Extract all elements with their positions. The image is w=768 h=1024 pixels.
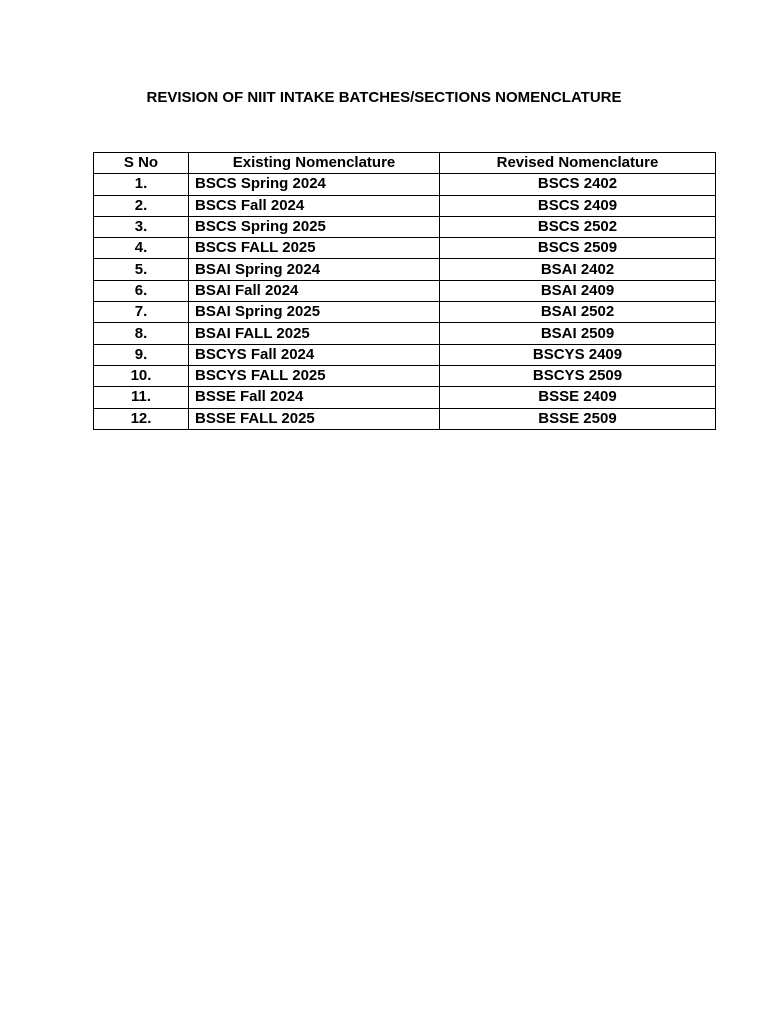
cell-revised-nomenclature: BSSE 2409 [440, 387, 716, 408]
cell-existing-nomenclature: BSSE Fall 2024 [189, 387, 440, 408]
cell-existing-nomenclature: BSAI Spring 2024 [189, 259, 440, 280]
table-row [94, 323, 716, 344]
cell-sno: 3. [94, 216, 189, 237]
cell-existing-nomenclature: BSSE FALL 2025 [189, 408, 440, 429]
cell-existing-nomenclature: BSCS Spring 2024 [189, 174, 440, 195]
cell-sno: 12. [94, 408, 189, 429]
cell-sno: 9. [94, 344, 189, 365]
table-row [94, 259, 716, 280]
cell-revised-nomenclature: BSAI 2409 [440, 280, 716, 301]
cell-sno: 2. [94, 195, 189, 216]
cell-existing-nomenclature: BSCYS Fall 2024 [189, 344, 440, 365]
cell-existing-nomenclature: BSAI FALL 2025 [189, 323, 440, 344]
cell-existing-nomenclature: BSCYS FALL 2025 [189, 365, 440, 386]
cell-revised-nomenclature: BSAI 2402 [440, 259, 716, 280]
table-row [94, 174, 716, 195]
cell-sno: 5. [94, 259, 189, 280]
cell-sno: 10. [94, 365, 189, 386]
cell-revised-nomenclature: BSSE 2509 [440, 408, 716, 429]
cell-sno: 8. [94, 323, 189, 344]
table-row [94, 216, 716, 237]
cell-existing-nomenclature: BSCS Fall 2024 [189, 195, 440, 216]
header-revised-nomenclature: Revised Nomenclature [440, 153, 716, 174]
cell-sno: 11. [94, 387, 189, 408]
cell-revised-nomenclature: BSCS 2502 [440, 216, 716, 237]
table-row [94, 195, 716, 216]
cell-sno: 4. [94, 238, 189, 259]
table-row [94, 280, 716, 301]
header-existing-nomenclature: Existing Nomenclature [189, 153, 440, 174]
cell-revised-nomenclature: BSCS 2409 [440, 195, 716, 216]
cell-sno: 1. [94, 174, 189, 195]
table-row [94, 344, 716, 365]
table-row [94, 238, 716, 259]
cell-sno: 7. [94, 302, 189, 323]
page-title: REVISION OF NIIT INTAKE BATCHES/SECTIONS NOMENCLATURE [146, 89, 622, 106]
cell-revised-nomenclature: BSAI 2509 [440, 323, 716, 344]
cell-existing-nomenclature: BSCS Spring 2025 [189, 216, 440, 237]
cell-sno: 6. [94, 280, 189, 301]
cell-revised-nomenclature: BSAI 2502 [440, 302, 716, 323]
cell-existing-nomenclature: BSCS FALL 2025 [189, 238, 440, 259]
cell-revised-nomenclature: BSCS 2509 [440, 238, 716, 259]
cell-revised-nomenclature: BSCS 2402 [440, 174, 716, 195]
cell-existing-nomenclature: BSAI Spring 2025 [189, 302, 440, 323]
table-row [94, 387, 716, 408]
cell-existing-nomenclature: BSAI Fall 2024 [189, 280, 440, 301]
header-sno: S No [94, 153, 189, 174]
table-row [94, 365, 716, 386]
table-row [94, 408, 716, 429]
nomenclature-table [93, 152, 716, 430]
cell-revised-nomenclature: BSCYS 2509 [440, 365, 716, 386]
cell-revised-nomenclature: BSCYS 2409 [440, 344, 716, 365]
table-row [94, 302, 716, 323]
table-header-row [94, 153, 716, 174]
